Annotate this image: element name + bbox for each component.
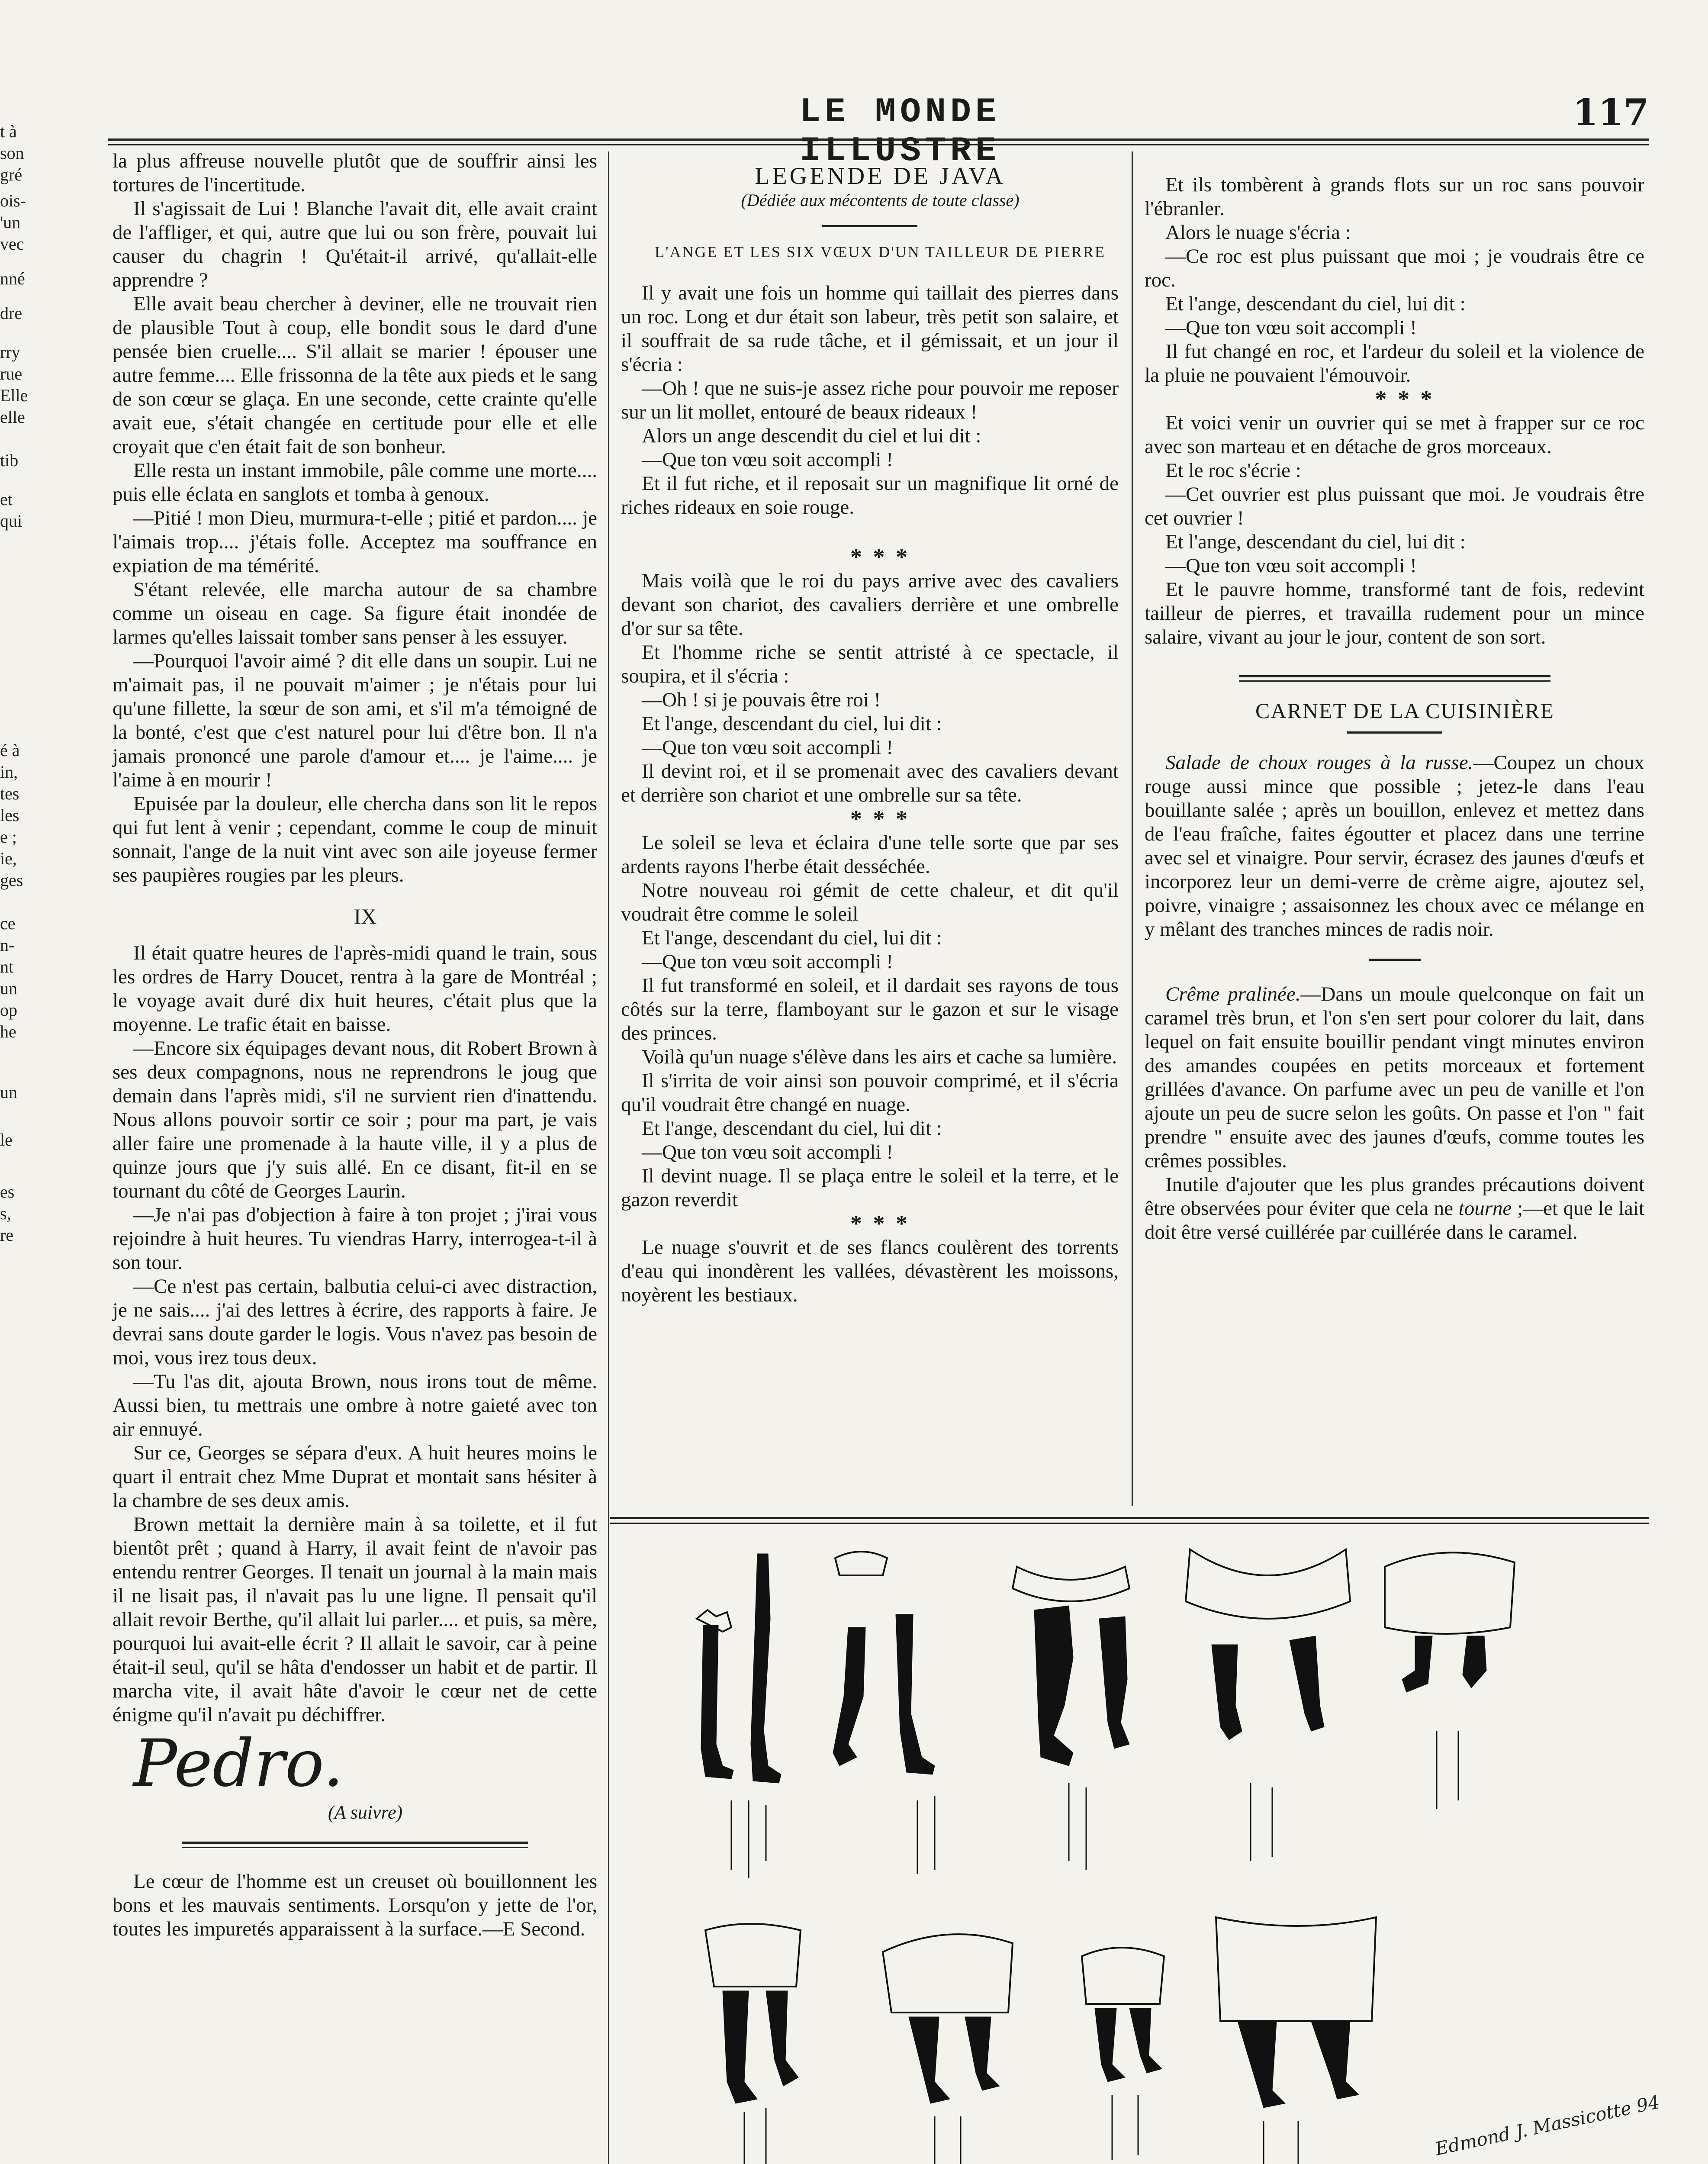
page-number: 117 (1573, 91, 1649, 134)
legend-paragraph: Et il fut riche, et il reposait sur un magnifique lit orné de riches rideaux en soie rouge. (621, 472, 1119, 518)
legend-paragraph: —Que ton vœu soit accompli ! (1165, 554, 1417, 577)
margin-fragment: vec (0, 234, 24, 254)
separator-rule (822, 225, 917, 227)
margin-fragment: dre (0, 303, 23, 323)
margin-fragment: qui (0, 511, 23, 531)
column-1 (113, 149, 597, 1941)
legend-paragraph: Il s'irrita de voir ainsi son pouvoir comprimé, et il s'écria qu'il voudrait être changé en nuage. (621, 1069, 1119, 1116)
margin-fragment: n- (0, 935, 15, 955)
story-paragraph: Elle avait beau chercher à deviner, elle ne trouvait rien de plausible Tout à coup, elle bondit sous le dard d'une pensée bien cruelle.... S'il allait se marier ! épouser une autre femme.... Elle frissonna de la tête aux pieds et le sang de son cœur se glaça. En une seconde, cette crainte qu'elle avait eue, s'était changée en certitude pour elle et elle croyait que c'en était fait de son bonheur. (113, 293, 597, 458)
separator-rule (1347, 731, 1442, 734)
legend-paragraph: Et le pauvre homme, transformé tant de fois, redevint tailleur de pierres, et travailla rudement pour un mince salaire, vivant au jour le jour, content de son sort. (1145, 578, 1644, 648)
margin-fragment: ois- (0, 191, 26, 210)
legend-dedication: (Dédiée aux mécontents de toute classe) (741, 190, 1020, 210)
separator-rule (182, 1842, 528, 1848)
legend-paragraph: Il fut changé en roc, et l'ardeur du soleil et la violence de la pluie ne pouvaient l'émouvoir. (1145, 340, 1644, 386)
legend-paragraph: Et l'ange, descendant du ciel, lui dit : (642, 712, 942, 735)
margin-fragment: les (0, 805, 19, 825)
column-rule-2 (1132, 151, 1133, 1506)
story-paragraph: —Tu l'as dit, ajouta Brown, nous irons tout de même. Aussi bien, tu mettrais une ombre à notre gaieté avec ton air ennuyé. (113, 1370, 597, 1440)
margin-fragment: Elle (0, 386, 28, 405)
asterism: * * * (1375, 386, 1435, 412)
margin-fragment: op (0, 1000, 17, 1020)
legend-paragraph: Voilà qu'un nuage s'élève dans les airs et cache sa lumière. (642, 1046, 1117, 1068)
chapter-number: IX (354, 904, 377, 928)
legend-paragraph: —Oh ! que ne suis-je assez riche pour pouvoir me reposer sur un lit mollet, entouré de beaux rideaux ! (621, 377, 1119, 423)
legend-paragraph: —Que ton vœu soit accompli ! (642, 448, 893, 471)
story-paragraph: —Pitié ! mon Dieu, murmura-t-elle ; pitié et pardon.... je l'aimais trop.... j'étais folle. Acceptez ma souffrance en expiation de ma témérité. (113, 507, 597, 577)
legend-paragraph: —Cet ouvrier est plus puissant que moi. Je voudrais être cet ouvrier ! (1145, 483, 1644, 529)
margin-fragment: rry (0, 342, 20, 362)
illustration-legs (623, 1541, 1662, 2164)
story-paragraph: Elle resta un instant immobile, pâle comme une morte.... puis elle éclata en sanglots et tomba à genoux. (113, 459, 597, 506)
legend-paragraph: —Oh ! si je pouvais être roi ! (642, 689, 881, 711)
emphasis-word: tourne (1458, 1197, 1512, 1220)
margin-fragment: nné (0, 269, 25, 288)
legend-subtitle: L'ANGE ET LES SIX VŒUX D'UN TAILLEUR DE PIERRE (654, 243, 1106, 261)
legend-paragraph: Et ils tombèrent à grands flots sur un roc sans pouvoir l'ébranler. (1145, 174, 1644, 220)
margin-fragment: ie, (0, 849, 17, 868)
margin-fragment: ges (0, 870, 23, 890)
margin-fragment: gré (0, 165, 23, 184)
asterism: * * * (850, 806, 910, 832)
margin-fragment: rue (0, 364, 23, 383)
legend-paragraph: —Que ton vœu soit accompli ! (642, 950, 893, 973)
story-paragraph: —Ce n'est pas certain, balbutia celui-ci avec distraction, je ne sais.... j'ai des lettres à écrire, des rapports à faire. Je devrai sans doute garder le logis. Vous n'avez pas besoin de moi, vous irez tous deux. (113, 1275, 597, 1369)
recipe-creme-text: —Dans un moule quelconque on fait un caramel très brun, et l'on s'en sert pour colorer du lait, dans lequel on fait ensuite bouillir pendant vingt minutes environ des amandes coupées en petits morceaux et fortement grillées d'avance. On parfume avec un peu de vanille et l'on ajoute un peu de sucre selon les goûts. On passe et l'on " fait prendre " ensuite avec des jaunes d'œufs, comme toutes les crêmes possibles. (1145, 983, 1645, 1172)
margin-fragment: tes (0, 784, 19, 803)
story-paragraph: la plus affreuse nouvelle plutôt que de souffrir ainsi les tortures de l'incertitude. (113, 150, 597, 196)
recipe-salade-name: Salade de choux rouges à la russe. (1165, 751, 1473, 774)
legend-paragraph: —Ce roc est plus puissant que moi ; je voudrais être ce roc. (1145, 245, 1644, 291)
legend-paragraph: Et l'homme riche se sentit attristé à ce spectacle, il soupira, et il s'écria : (621, 641, 1119, 687)
to-be-continued: (A suivre) (328, 1802, 403, 1823)
margin-fragment: tib (0, 451, 19, 470)
margin-fragment: un (0, 1082, 17, 1102)
legend-paragraph: —Que ton vœu soit accompli ! (642, 1141, 893, 1163)
legend-paragraph: Et l'ange, descendant du ciel, lui dit : (642, 927, 942, 949)
asterism: * * * (850, 544, 910, 570)
legend-paragraph: Et l'ange, descendant du ciel, lui dit : (642, 1117, 942, 1140)
legend-paragraph: Et voici venir un ouvrier qui se met à frapper sur ce roc avec son marteau et en détache de gros morceaux. (1145, 412, 1644, 458)
margin-fragment: 'un (0, 213, 21, 232)
legend-paragraph: Il y avait une fois un homme qui taillait des pierres dans un roc. Long et dur était son labeur, très petit son salaire, et il souffrait de sa rude tâche, et il gémissait, et un jour il s'écria : (621, 282, 1119, 376)
margin-fragment: le (0, 1130, 13, 1150)
newspaper-title: LE MONDE ILLUSTRE (799, 93, 1001, 171)
margin-fragment: elle (0, 407, 25, 427)
legend-paragraph: Il devint roi, et il se promenait avec des cavaliers devant et derrière son chariot et une ombrelle sur sa tête. (621, 760, 1119, 806)
legend-paragraph: Et l'ange, descendant du ciel, lui dit : (1165, 531, 1466, 553)
recipe-creme-name: Crême pralinée. (1165, 983, 1301, 1005)
masthead (108, 91, 1649, 171)
legend-paragraph: Alors un ange descendit du ciel et lui dit : (642, 425, 981, 447)
recipe-note: Inutile d'ajouter que les plus grandes précautions doivent être observées pour éviter que cela ne tourne ;—et que le lait doit être versé cuillérée par cuillérée dans le caramel. (1145, 1173, 1644, 1243)
legend-paragraph: Le soleil se leva et éclaira d'une telle sorte que par ses ardents rayons l'herbe était desséchée. (621, 831, 1119, 878)
margin-fragment: son (0, 143, 24, 163)
margin-fragment: re (0, 1225, 14, 1245)
margin-fragment: he (0, 1022, 16, 1041)
legend-paragraph: Notre nouveau roi gémit de cette chaleur, et dit qu'il voudrait être comme le soleil (621, 879, 1119, 925)
asterism: * * * (850, 1211, 910, 1237)
story-paragraph: Sur ce, Georges se sépara d'eux. A huit heures moins le quart il entrait chez Mme Duprat et montait sans hésiter à la chambre de ses deux amis. (113, 1442, 597, 1512)
legend-paragraph: Il devint nuage. Il se plaça entre le soleil et la terre, et le gazon reverdit (621, 1165, 1119, 1211)
maxim-text: Le cœur de l'homme est un creuset où bouillonnent les bons et les mauvais sentiments. Lorsqu'on y jette de l'or, toutes les impuretés apparaissent à la surface.—E Second. (113, 1870, 597, 1940)
column-2 (621, 164, 1119, 1307)
legend-paragraph: Et l'ange, descendant du ciel, lui dit : (1165, 293, 1466, 315)
left-margin-fragments (0, 121, 28, 2164)
story-paragraph: Il s'agissait de Lui ! Blanche l'avait dit, elle avait craint de l'affliger, et qui, autre que lui ou son frère, pouvait lui causer du chagrin ! Qu'était-il arrivé, qu'allait-elle apprendre ? (113, 197, 597, 291)
margin-fragment: e ; (0, 827, 17, 847)
illustration-top-rule (610, 1517, 1649, 1524)
legend-paragraph: Il fut transformé en soleil, et il dardait ses rayons de tous côtés sur la terre, flamboyant sur le gazon et sur le visage des princes. (621, 974, 1119, 1044)
legend-paragraph: Le nuage s'ouvrit et de ses flancs coulèrent des torrents d'eau qui inondèrent les vallées, dévastèrent les moissons, noyèrent les bestiaux. (621, 1236, 1119, 1306)
story-paragraph: —Pourquoi l'avoir aimé ? dit elle dans un soupir. Lui ne m'aimait pas, il ne pouvait m'aimer ; je n'étais pour lui qu'une fillette, la sœur de son ami, et s'il m'a témoigné de la bonté, c'est que c'est naturel pour lui d'être bon. Il n'a jamais prononcé une parole d'amour et.... je l'aime.... je l'aime à en mourir ! (113, 650, 597, 791)
margin-fragment: t à (0, 122, 17, 141)
recipe-salade (1145, 751, 1644, 941)
story-paragraph: —Encore six équipages devant nous, dit Robert Brown à ses deux compagnons, nous ne reprendrons le joug que demain dans l'après midi, s'il ne survient rien d'inattendu. Nous allons pouvoir sortir ce soir ; pour ma part, je vais aller faire une promenade à la haute ville, il y a plus de quinze jours que j'y suis allé. En ce disant, fit-il en se tournant du côté de Georges Laurin. (113, 1037, 597, 1202)
legend-paragraph: —Que ton vœu soit accompli ! (642, 736, 893, 759)
story-paragraph: Epuisée par la douleur, elle chercha dans son lit le repos qui fut lent à venir ; cependant, comme le coup de minuit sonnait, l'ange de la nuit vint avec son aile joyeuse fermer ses paupières rougies par les pleurs. (113, 792, 597, 886)
story-paragraph: S'étant relevée, elle marcha autour de sa chambre comme un oiseau en cage. Sa figure était inondée de larmes qu'elles laissait tomber sans penser à les essuyer. (113, 578, 597, 648)
margin-fragment: in, (0, 762, 18, 782)
column-3 (1145, 173, 1644, 1244)
story-paragraph: —Je n'ai pas d'objection à faire à ton projet ; j'irai vous rejoindre à huit heures. Tu viendras Harry, interrogea-t-il à son tour. (113, 1204, 597, 1274)
margin-fragment: nt (0, 957, 14, 976)
column-rule-1 (608, 151, 609, 2164)
legend-paragraph: Alors le nuage s'écria : (1165, 221, 1351, 244)
legend-paragraph: —Que ton vœu soit accompli ! (1165, 316, 1417, 339)
margin-fragment: es (0, 1182, 15, 1201)
margin-fragment: un (0, 979, 17, 998)
recipe-creme (1145, 982, 1644, 1173)
margin-fragment: é à (0, 741, 20, 760)
recipe-salade-text: —Coupez un choux rouge aussi mince que possible ; jetez-le dans l'eau bouillante salée ; après un bouillon, enlevez et mettez dans de l'eau fraîche, faites égoutter et placez dans une terrine avec sel et vinaigre. Pour servir, écrasez des jaunes d'œufs et incorporez leur un demi-verre de crème aigre, ajoutez sel, poivre, vinaigre ; assaisonnez les choux avec ce mélange en y mêlant des tranches minces de radis noir. (1145, 751, 1644, 940)
margin-fragment: s, (0, 1204, 11, 1223)
separator-rule (1369, 959, 1421, 961)
story-paragraph: Brown mettait la dernière main à sa toilette, et il fut bientôt prêt ; quand à Harry, il avait feint de n'avoir pas entendu rentrer Georges. Il tenait un journal à la main mais il ne lisait pas, il n'avait pas lu une ligne. Il pensait qu'il allait revoir Berthe, qu'il allait lui parler.... et puis, sa mère, pourquoi lui avait-elle écrit ? Il allait le savoir, car à peine était-il seul, qu'il se hâta d'endosser un habit et de partir. Il marcha vite, il avait hâte d'avoir le cœur net de cette énigme qu'il n'avait pu déchiffrer. (113, 1513, 597, 1726)
masthead-rule (108, 138, 1649, 145)
legend-paragraph: Et le roc s'écrie : (1165, 459, 1301, 482)
separator-rule (1239, 675, 1550, 682)
author-signature: Pedro. (133, 1726, 344, 1801)
story-paragraph: Il était quatre heures de l'après-midi quand le train, sous les ordres de Harry Doucet, rentra à la gare de Montréal ; le voyage avait duré dix huit heures, c'était plus que la moyenne. Le trafic était en baisse. (113, 942, 597, 1036)
carnet-title: CARNET DE LA CUISINIÈRE (1255, 699, 1554, 723)
margin-fragment: ce (0, 914, 16, 933)
legend-title: LEGENDE DE JAVA (755, 163, 1006, 190)
artist-signature: Edmond J. Massicotte 94 (1433, 2091, 1662, 2160)
margin-fragment: et (0, 489, 13, 509)
legend-paragraph: Mais voilà que le roi du pays arrive avec des cavaliers devant son chariot, des cavaliers derrière et une ombrelle d'or sur sa tête. (621, 570, 1119, 640)
